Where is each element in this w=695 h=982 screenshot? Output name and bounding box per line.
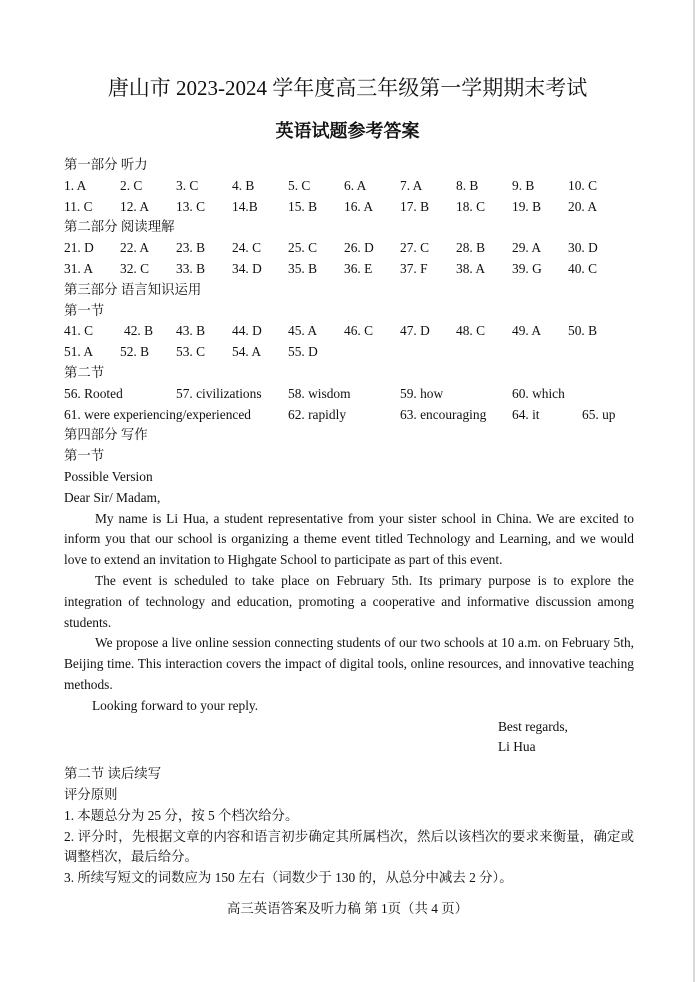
answer-key-title: 英语试题参考答案 [275, 121, 420, 141]
answer-row [64, 259, 634, 280]
possible-version-label: Possible Version [64, 468, 153, 484]
answer-item: 11. C [64, 198, 93, 214]
answer-item: 56. Rooted [64, 385, 123, 401]
answer-item: 38. A [456, 260, 486, 276]
answer-row [64, 342, 634, 363]
answer-item: 57. civilizations [176, 385, 262, 401]
answer-item: 43. B [176, 323, 206, 339]
letter-greeting: Dear Sir/ Madam, [64, 489, 161, 505]
rule-item: 3. 所续写短文的词数应为 150 左右（词数少于 130 的，从总分中减去 2 分）。 [64, 870, 513, 886]
answer-item: 31. A [64, 260, 94, 276]
answer-item: 36. E [344, 260, 373, 276]
answer-item: 6. A [344, 177, 367, 193]
answer-item: 54. A [232, 344, 262, 360]
part2-heading: 第二部分 阅读理解 [64, 219, 175, 235]
answer-item: 29. A [512, 240, 542, 256]
answer-item: 25. C [288, 240, 318, 256]
answer-item: 51. A [64, 344, 94, 360]
answer-item: 52. B [120, 344, 150, 360]
answer-item: 58. wisdom [288, 385, 351, 401]
answer-item: 13. C [176, 198, 206, 214]
answer-row [64, 197, 634, 218]
answer-item: 10. C [568, 177, 598, 193]
answer-item: 65. up [582, 406, 616, 422]
answer-row [64, 238, 634, 259]
section-heading: 第一节 [64, 302, 105, 318]
answer-item: 37. F [400, 260, 428, 276]
letter-paragraph: We propose a live online session connecting students of our two schools at 10 a.m. on February 5th, Beijing time. This interaction covers the impact of digital tools, online resources, and innovative teaching methods. [64, 635, 634, 692]
answer-item: 33. B [176, 260, 206, 276]
answer-item: 44. D [232, 323, 262, 339]
answer-item: 28. B [456, 240, 486, 256]
letter-paragraph: The event is scheduled to take place on February 5th. Its primary purpose is to explore the integration of technology and education, promoting a cooperative and informative discussion among students. [64, 572, 634, 630]
fill-row [64, 384, 634, 405]
answer-item: 40. C [568, 260, 598, 276]
answer-item: 41. C [64, 323, 94, 339]
rule-item: 1. 本题总分为 25 分，按 5 个档次给分。 [64, 807, 299, 823]
answer-item: 7. A [400, 177, 423, 193]
fill-row [64, 405, 634, 426]
answer-item: 8. B [456, 177, 479, 193]
answer-item: 27. C [400, 240, 430, 256]
answer-item: 12. A [120, 198, 150, 214]
answer-row [64, 176, 634, 197]
answer-item: 1. A [64, 177, 87, 193]
answer-item: 24. C [232, 240, 262, 256]
answer-item: 64. it [512, 406, 540, 422]
answer-row [64, 321, 634, 342]
answer-item: 63. encouraging [400, 406, 487, 422]
letter-closing-line: Looking forward to your reply. [92, 697, 259, 713]
answer-item: 26. D [344, 240, 374, 256]
letter-signature: Li Hua [498, 739, 536, 755]
answer-item: 17. B [400, 198, 430, 214]
answer-item: 39. G [512, 260, 542, 276]
part1-heading: 第一部分 听力 [64, 157, 148, 172]
part3-heading: 第三部分 语言知识运用 [64, 281, 202, 297]
answer-item: 20. A [568, 198, 598, 214]
answer-item: 60. which [512, 385, 565, 401]
answer-item: 19. B [512, 198, 542, 214]
answer-item: 53. C [176, 344, 206, 360]
answer-item: 49. A [512, 323, 542, 339]
answer-item: 21. D [64, 240, 94, 256]
part4-heading: 第四部分 写作 [64, 427, 148, 443]
answer-item: 9. B [512, 177, 535, 193]
rules-heading: 评分原则 [64, 786, 118, 802]
answer-item: 30. D [568, 240, 598, 256]
answer-item: 18. C [456, 198, 486, 214]
section-heading: 第二节 [64, 364, 105, 380]
answer-item: 22. A [120, 240, 150, 256]
letter-sign-off: Best regards, [498, 718, 568, 734]
answer-item: 35. B [288, 260, 318, 276]
answer-item: 5. C [288, 177, 311, 193]
answer-item: 3. C [176, 177, 199, 193]
section-heading: 第一节 [64, 448, 105, 464]
answer-item: 2. C [120, 177, 143, 193]
rule-item: 2. 评分时，先根据文章的内容和语言初步确定其所属档次，然后以该档次的要求来衡量，确定或调整档次，最后给分。 [64, 828, 634, 865]
answer-item: 34. D [232, 260, 262, 276]
letter-paragraph: My name is Li Hua, a student representative from your sister school in China. We are excited to inform you that our school is organizing a theme event titled Technology and Learning, and we would love to extend an invitation to Highgate School to participate as part of this event. [64, 510, 634, 568]
page-footer: 高三英语答案及听力稿 第 1页（共 4 页） [226, 901, 469, 916]
answer-item: 61. were experiencing/experienced [64, 406, 251, 422]
answer-item: 50. B [568, 323, 598, 339]
answer-item: 48. C [456, 323, 486, 339]
answer-item: 42. B [124, 323, 154, 339]
document-body [64, 155, 634, 889]
answer-item: 32. C [120, 260, 150, 276]
answer-item: 16. A [344, 198, 374, 214]
answer-item: 59. how [400, 385, 444, 401]
answer-item: 47. D [400, 323, 430, 339]
answer-item: 62. rapidly [288, 406, 347, 422]
exam-title: 唐山市 2023-2024 学年度高三年级第一学期期末考试 [107, 76, 588, 100]
answer-item: 55. D [288, 344, 318, 360]
section-heading: 第二节 读后续写 [64, 766, 162, 782]
answer-item: 45. A [288, 323, 318, 339]
answer-item: 14.B [232, 198, 258, 214]
answer-item: 23. B [176, 240, 206, 256]
answer-item: 4. B [232, 177, 255, 193]
answer-item: 15. B [288, 198, 318, 214]
answer-item: 46. C [344, 323, 374, 339]
